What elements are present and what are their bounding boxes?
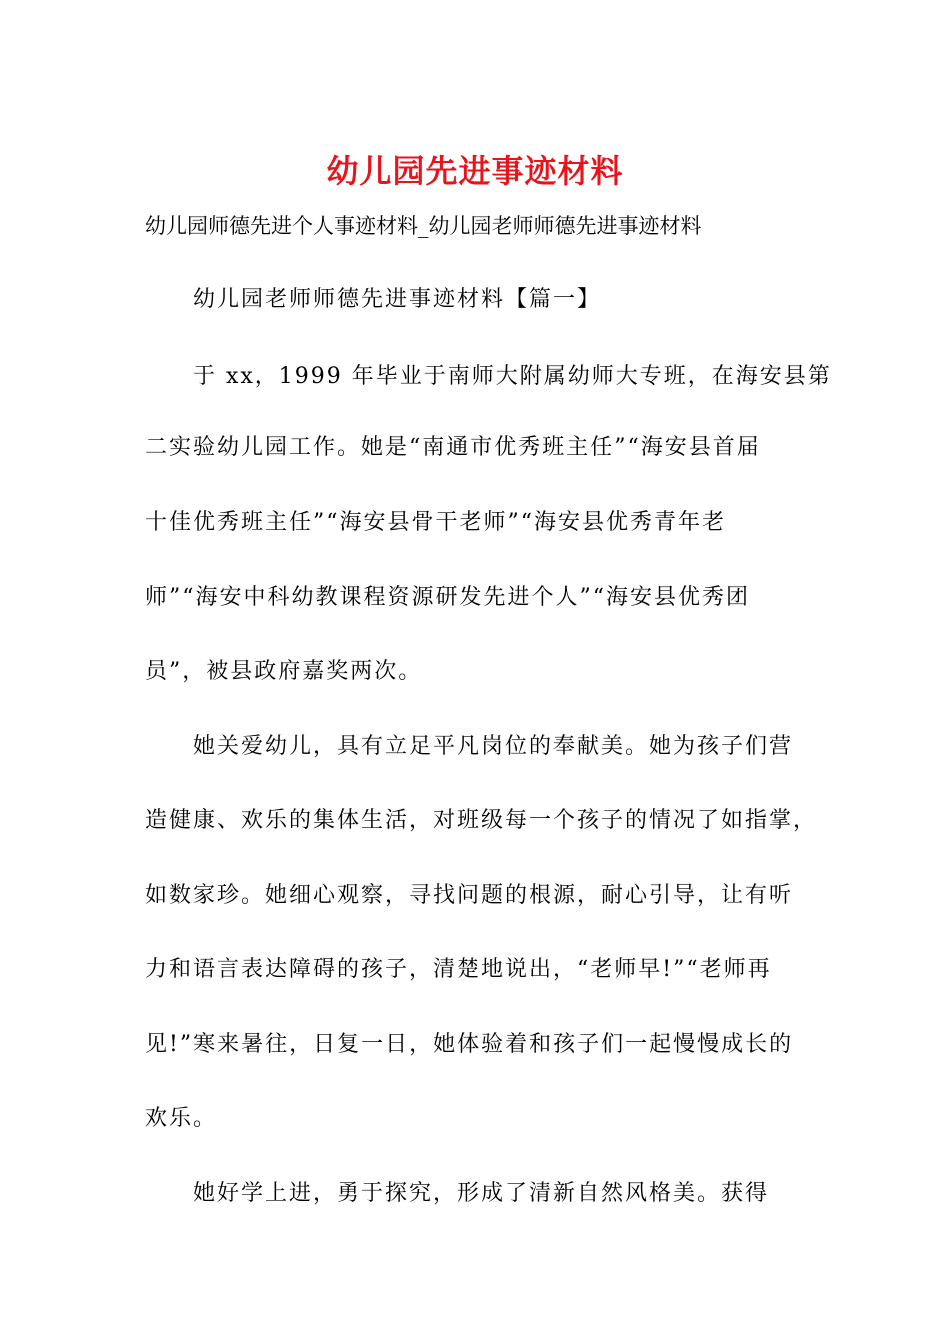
paragraph-line: 欢乐。 — [145, 1106, 218, 1131]
document-title: 幼儿园先进事迹材料 — [326, 152, 624, 190]
document-subtitle: 幼儿园师德先进个人事迹材料_幼儿园老师师德先进事迹材料 — [145, 214, 702, 238]
paragraph-line: 师”“海安中科幼教课程资源研发先进个人”“海安县优秀团 — [145, 585, 750, 610]
paragraph-line: 见!”寒来暑往，日复一日，她体验着和孩子们一起慢慢成长的 — [145, 1032, 794, 1057]
paragraph-line: 于 xx，1999 年毕业于南师大附属幼师大专班，在海安县第 — [193, 364, 832, 389]
paragraph-line: 二实验幼儿园工作。她是“南通市优秀班主任”“海安县首届 — [145, 435, 761, 460]
paragraph-line: 员”，被县政府嘉奖两次。 — [145, 659, 423, 684]
paragraph-line: 她好学上进，勇于探究，形成了清新自然风格美。获得 — [193, 1181, 770, 1206]
paragraph-line: 十佳优秀班主任”“海安县骨干老师”“海安县优秀青年老 — [145, 510, 726, 535]
section-heading: 幼儿园老师师德先进事迹材料【篇一】 — [193, 287, 602, 312]
paragraph-line: 如数家珍。她细心观察，寻找问题的根源，耐心引导，让有听 — [145, 883, 794, 908]
paragraph-line: 力和语言表达障碍的孩子，清楚地说出，“老师早!”“老师再 — [145, 957, 772, 982]
paragraph-line: 她关爱幼儿，具有立足平凡岗位的奉献美。她为孩子们营 — [193, 734, 794, 759]
paragraph-line: 造健康、欢乐的集体生活，对班级每一个孩子的情况了如指掌， — [145, 808, 818, 833]
